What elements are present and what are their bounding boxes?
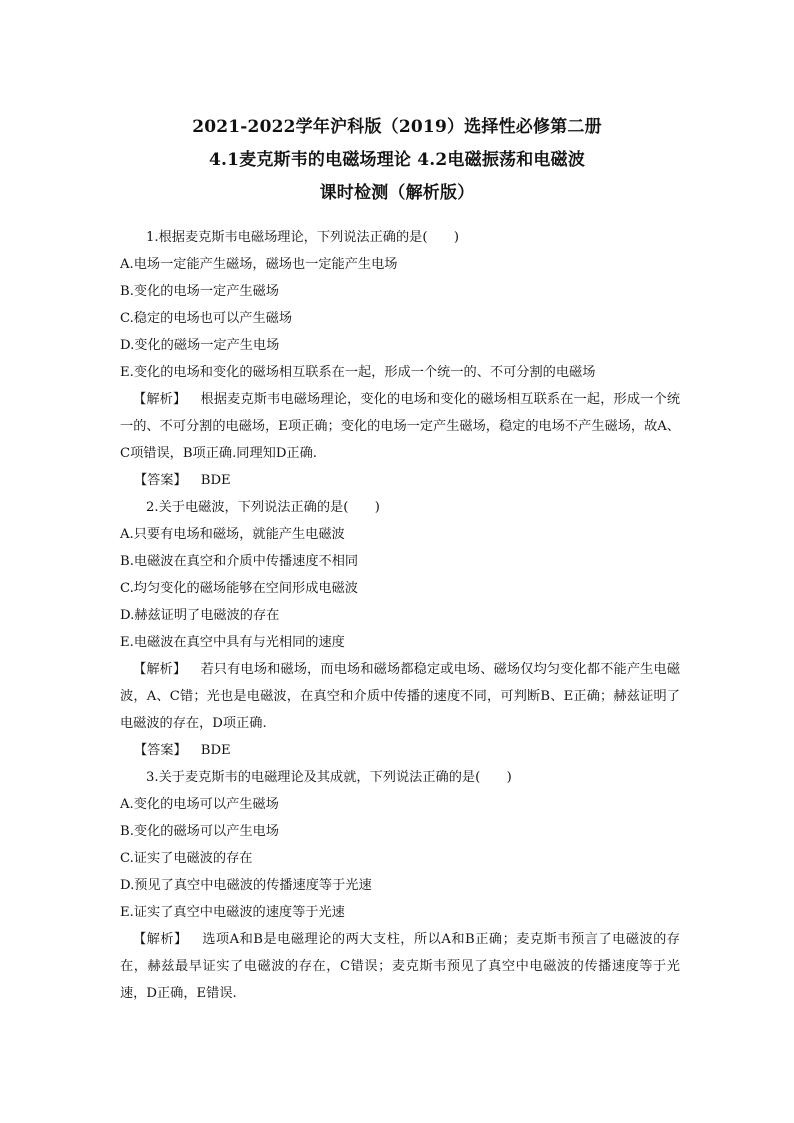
question-3-option-a: A.变化的电场可以产生磁场 bbox=[120, 797, 279, 812]
question-1-answer bbox=[120, 467, 680, 494]
question-2-option-b: B.电磁波在真空和介质中传播速度不相同 bbox=[120, 554, 359, 569]
question-1-option-a: A.电场一定能产生磁场，磁场也一定能产生电场 bbox=[120, 257, 398, 272]
document-title bbox=[0, 111, 794, 210]
question-2-answer bbox=[120, 737, 680, 764]
question-2-option-d: D.赫兹证明了电磁波的存在 bbox=[120, 608, 280, 623]
question-2-option-c: C.均匀变化的磁场能够在空间形成电磁波 bbox=[120, 581, 358, 596]
document-body bbox=[120, 224, 680, 1007]
analysis-text: 若只有电场和磁场，而电场和磁场都稳定或电场、磁场仅均匀变化都不能产生电磁波，A、C错；光也是电磁波，在真空和介质中传播的速度不同，可判断B、E正确；赫兹证明了电磁波的存在，D项正确. bbox=[120, 662, 681, 731]
title-line-3: 课时检测（解析版） bbox=[319, 183, 475, 203]
question-3-analysis bbox=[120, 926, 680, 1007]
question-2-option-a: A.只要有电场和磁场，就能产生电磁波 bbox=[120, 527, 345, 542]
analysis-tag: 【解析】 bbox=[133, 662, 187, 677]
question-3-stem: 3.关于麦克斯韦的电磁理论及其成就，下列说法正确的是( ) bbox=[146, 770, 512, 785]
answer-tag: 【答案】 bbox=[134, 743, 187, 758]
analysis-tag: 【解析】 bbox=[133, 392, 187, 407]
question-2-option-e: E.电磁波在真空中具有与光相同的速度 bbox=[120, 635, 345, 650]
answer-text: BDE bbox=[200, 473, 231, 488]
question-2-analysis bbox=[120, 656, 680, 737]
question-3-option-d: D.预见了真空中电磁波的传播速度等于光速 bbox=[120, 878, 372, 893]
answer-text: BDE bbox=[200, 743, 231, 758]
analysis-text: 根据麦克斯韦电磁场理论，变化的电场和变化的磁场相互联系在一起，形成一个统一的、不可分割的电磁场，E项正确；变化的电场一定产生磁场，稳定的电场不产生磁场，故A、C项错误，B项正确.同理知D正确. bbox=[120, 392, 681, 461]
question-1-option-c: C.稳定的电场也可以产生磁场 bbox=[120, 311, 293, 326]
analysis-tag: 【解析】 bbox=[133, 932, 188, 947]
question-3-option-b: B.变化的磁场可以产生电场 bbox=[120, 824, 279, 839]
question-3-option-c: C.证实了电磁波的存在 bbox=[120, 851, 253, 866]
question-1-option-d: D.变化的磁场一定产生电场 bbox=[120, 338, 280, 353]
question-1-option-e: E.变化的电场和变化的磁场相互联系在一起，形成一个统一的、不可分割的电磁场 bbox=[120, 365, 596, 380]
question-2-stem: 2.关于电磁波，下列说法正确的是( ) bbox=[146, 500, 380, 515]
question-1-analysis bbox=[120, 386, 680, 467]
title-line-1: 2021-2022学年沪科版（2019）选择性必修第二册 bbox=[192, 117, 602, 137]
answer-tag: 【答案】 bbox=[134, 473, 187, 488]
question-1-stem: 1.根据麦克斯韦电磁场理论，下列说法正确的是( ) bbox=[146, 230, 459, 245]
title-line-2: 4.1麦克斯韦的电磁场理论 4.2电磁振荡和电磁波 bbox=[208, 150, 586, 170]
question-1-option-b: B.变化的电场一定产生磁场 bbox=[120, 284, 279, 299]
question-3-option-e: E.证实了真空中电磁波的速度等于光速 bbox=[120, 905, 345, 920]
analysis-text: 选项A和B是电磁理论的两大支柱，所以A和B正确；麦克斯韦预言了电磁波的存在，赫兹最早证实了电磁波的存在，C错误；麦克斯韦预见了真空中电磁波的传播速度等于光速，D正确，E错误. bbox=[120, 932, 680, 1001]
